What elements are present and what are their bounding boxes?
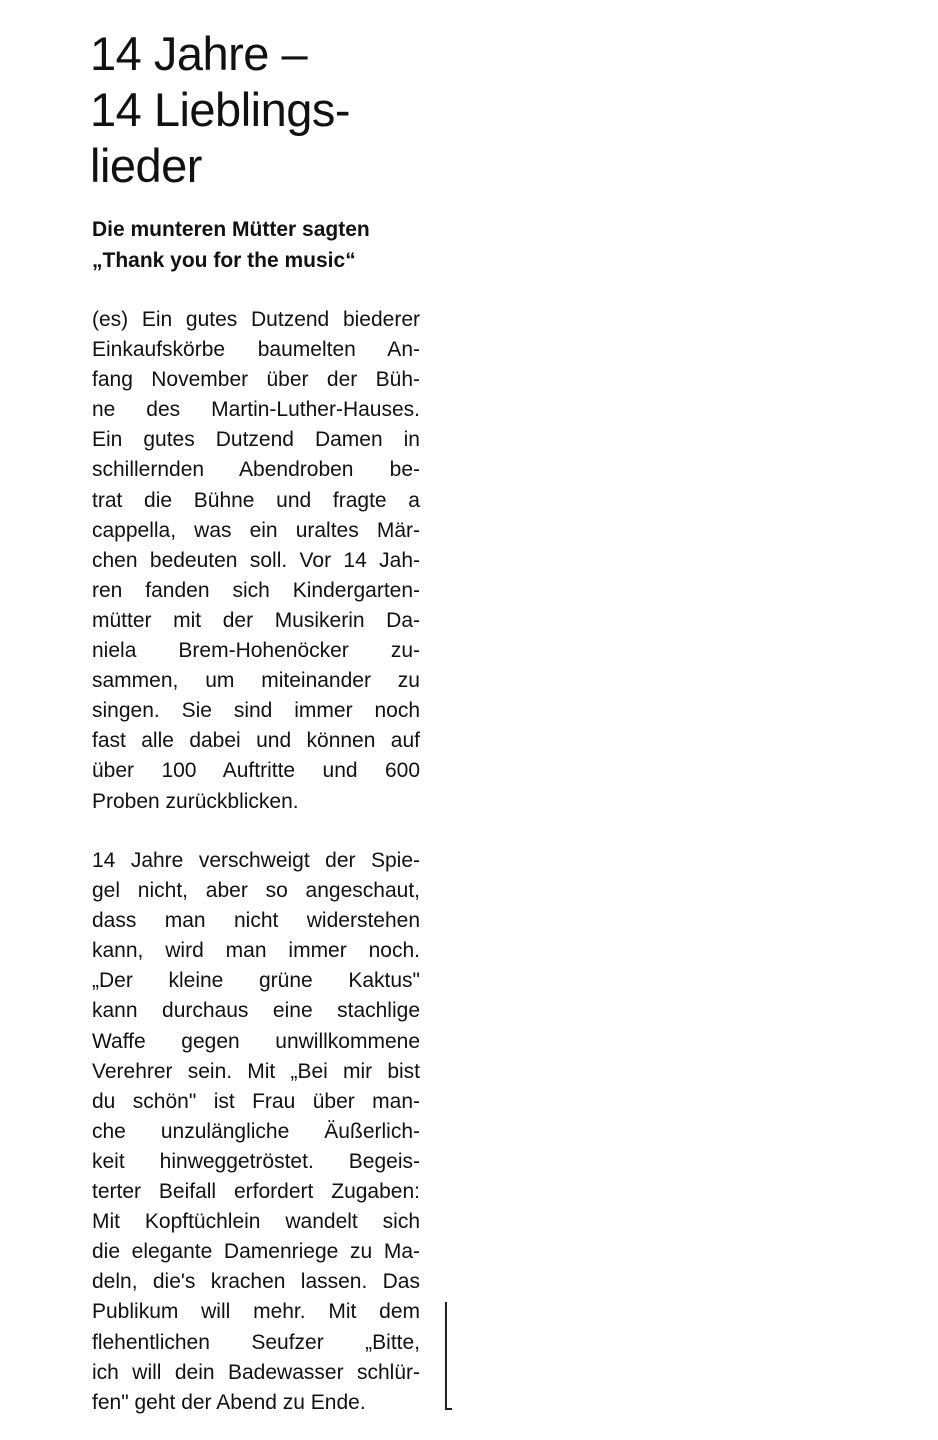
subtitle [92, 214, 370, 276]
text-line: „Der kleine grüne Kaktus" [92, 969, 420, 993]
text-line: flehentlichen Seufzer „Bitte, [92, 1330, 420, 1354]
text-line: fen" geht der Abend zu Ende. [92, 1390, 366, 1414]
text-line: che unzulängliche Äußerlich- [92, 1119, 420, 1143]
text-line: sammen, um miteinander zu [92, 669, 420, 693]
column-rule [445, 1302, 447, 1410]
text-line: über 100 Auftritte und 600 [92, 759, 420, 783]
text-line: deln, die's krachen lassen. Das [92, 1270, 420, 1294]
text-line: fang November über der Büh- [92, 368, 420, 392]
paragraph-1 [92, 305, 420, 817]
headline [90, 26, 350, 194]
text-line: singen. Sie sind immer noch [92, 699, 420, 723]
text-line: Publikum will mehr. Mit dem [92, 1300, 420, 1324]
text-line: gel nicht, aber so angeschaut, [92, 879, 420, 903]
text-line: keit hinweggetröstet. Begeis- [92, 1149, 420, 1173]
text-line: cappella, was ein uraltes Mär- [92, 518, 420, 542]
text-line: fast alle dabei und können auf [92, 729, 420, 753]
text-line: niela Brem-Hohenöcker zu- [92, 639, 420, 663]
text-line: kann, wird man immer noch. [92, 939, 420, 963]
text-line: 14 Jahre verschweigt der Spie- [92, 849, 420, 872]
text-line: terter Beifall erfordert Zugaben: [92, 1180, 420, 1204]
text-line: dass man nicht widerstehen [92, 909, 420, 933]
text-line: kann durchaus eine stachlige [92, 999, 420, 1023]
text-line: ne des Martin-Luther-Hauses. [92, 398, 420, 422]
paragraph-2 [92, 846, 420, 1418]
text-line: Waffe gegen unwillkommene [92, 1029, 420, 1053]
text-line: ren fanden sich Kindergarten- [92, 578, 420, 602]
text-line: Mit Kopftüchlein wandelt sich [92, 1210, 420, 1234]
text-line: Verehrer sein. Mit „Bei mir bist [92, 1059, 420, 1083]
text-line: chen bedeuten soll. Vor 14 Jah- [92, 548, 420, 572]
text-line: Proben zurückblicken. [92, 789, 299, 813]
subtitle-line: „Thank you for the music“ [92, 249, 356, 272]
text-line: trat die Bühne und fragte a [92, 488, 420, 512]
text-line: Einkaufskörbe baumelten An- [92, 338, 420, 362]
text-line: mütter mit der Musikerin Da- [92, 608, 420, 632]
headline-line: lieder [90, 139, 202, 192]
text-line: Ein gutes Dutzend Damen in [92, 428, 420, 452]
column-rule-foot [445, 1408, 452, 1410]
text-line: schillernden Abendroben be- [92, 458, 420, 482]
text-line: (es) Ein gutes Dutzend biederer [92, 308, 420, 331]
subtitle-line: Die munteren Mütter sagten [92, 218, 370, 241]
text-line: du schön" ist Frau über man- [92, 1089, 420, 1113]
headline-line: 14 Lieblings- [90, 83, 351, 136]
text-line: ich will dein Badewasser schlür- [92, 1360, 420, 1384]
text-line: die elegante Damenriege zu Ma- [92, 1240, 420, 1264]
headline-line: 14 Jahre – [90, 27, 308, 80]
